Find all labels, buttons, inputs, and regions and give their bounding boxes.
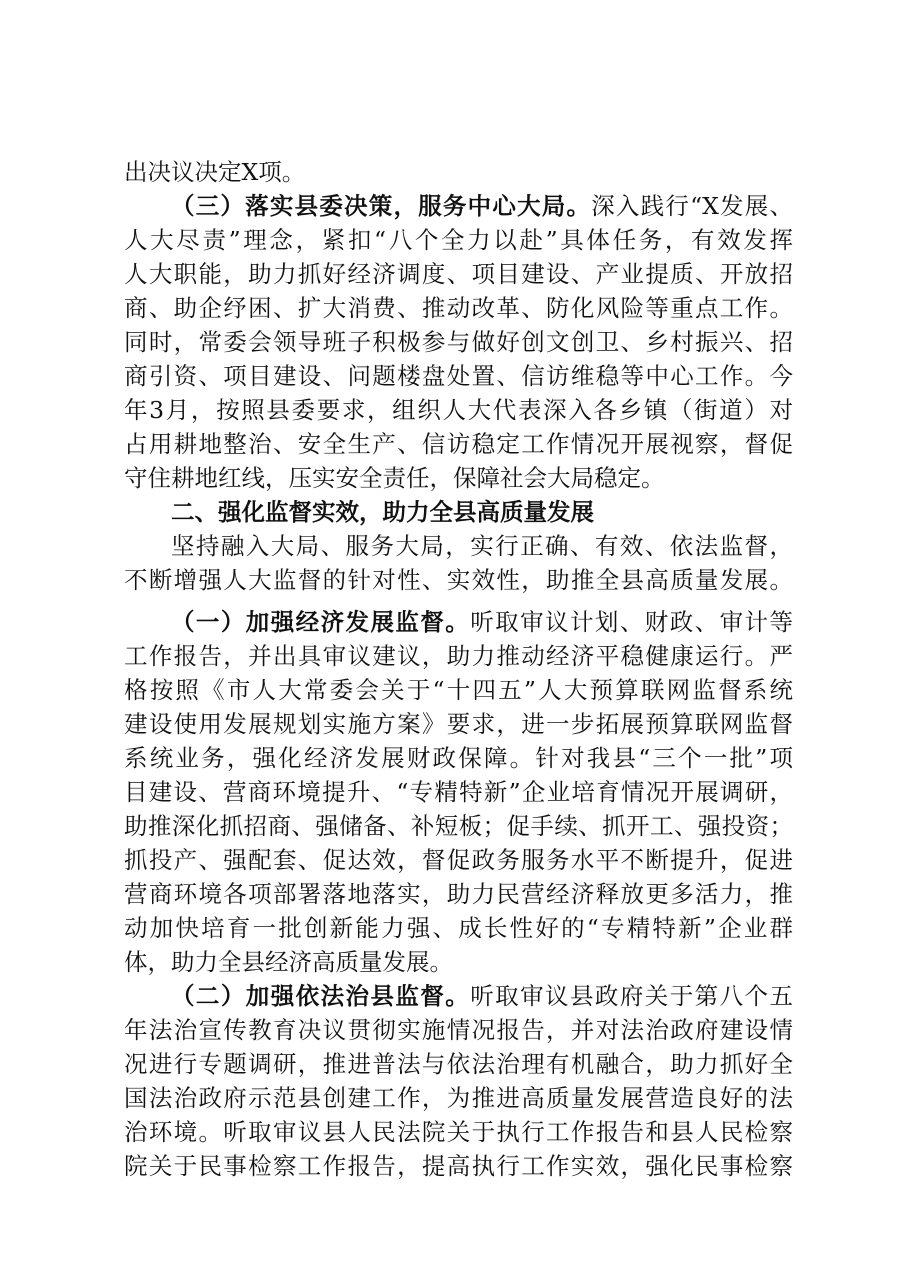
text-line xyxy=(171,605,793,639)
text-line: 治环境。听取审议县人民法院关于执行工作报告和县人民检察 xyxy=(124,1118,793,1146)
text-line: 年法治宣传教育决议贯彻实施情况报告，并对法治政府建设情 xyxy=(124,1016,793,1044)
text-line: 系统业务，强化经济发展财政保障。针对我县“三个一批”项 xyxy=(124,744,793,772)
text-line: 人大尽责”理念，紧扣“八个全力以赴”具体任务，有效发挥 xyxy=(124,226,793,254)
text-line: 坚持融入大局、服务大局，实行正确、有效、依法监督， xyxy=(171,532,793,560)
text-line: 助推深化抓招商、强储备、补短板；促手续、抓开工、强投资； xyxy=(124,812,793,840)
text-line: 不断增强人大监督的针对性、实效性，助推全县高质量发展。 xyxy=(124,566,793,594)
text-line: 守住耕地红线，压实安全责任，保障社会大局稳定。 xyxy=(124,464,665,492)
text-run: 深入践行“X发展、 xyxy=(591,192,793,220)
text-line: 商引资、项目建设、问题楼盘处置、信访维稳等中心工作。今 xyxy=(124,362,793,390)
subsection-heading: （三）落实县委决策，服务中心大局。 xyxy=(171,192,592,220)
text-line: 出决议决定X项。 xyxy=(124,158,306,186)
text-line: 格按照《市人大常委会关于“十四五”人大预算联网监督系统 xyxy=(124,676,793,704)
text-run: 听取审议计划、财政、审计等 xyxy=(470,608,793,636)
text-line: 建设使用发展规划实施方案》要求，进一步拓展预算联网监督 xyxy=(124,710,793,738)
section-heading: 二、强化监督实效，助力全县高质量发展 xyxy=(171,498,594,526)
text-line: 抓投产、强配套、促达效，督促政务服务水平不断提升，促进 xyxy=(124,846,793,874)
text-line: 年3月，按照县委要求，组织人大代表深入各乡镇（街道）对 xyxy=(124,396,793,424)
text-line: 工作报告，并出具审议建议，助力推动经济平稳健康运行。严 xyxy=(124,642,793,670)
text-run: 听取审议县政府关于第八个五 xyxy=(470,982,793,1010)
text-line: 商、助企纾困、扩大消费、推动改革、防化风险等重点工作。 xyxy=(124,294,793,322)
text-line: 国法治政府示范县创建工作，为推进高质量发展营造良好的法 xyxy=(124,1084,793,1112)
text-line: 人大职能，助力抓好经济调度、项目建设、产业提质、开放招 xyxy=(124,260,793,288)
text-line: 占用耕地整治、安全生产、信访稳定工作情况开展视察，督促 xyxy=(124,430,793,458)
text-line xyxy=(171,979,793,1013)
text-line: 动加快培育一批创新能力强、成长性好的“专精特新”企业群 xyxy=(124,914,793,942)
subsection-heading: （一）加强经济发展监督。 xyxy=(171,608,471,636)
text-line: 况进行专题调研，推进普法与依法治理有机融合，助力抓好全 xyxy=(124,1050,793,1078)
text-line: 体，助力全县经济高质量发展。 xyxy=(124,948,453,976)
text-line: 目建设、营商环境提升、“专精特新”企业培育情况开展调研， xyxy=(124,778,793,806)
text-line: 营商环境各项部署落地落实，助力民营经济释放更多活力，推 xyxy=(124,880,793,908)
subsection-heading: （二）加强依法治县监督。 xyxy=(171,982,471,1010)
text-line xyxy=(171,189,793,223)
text-line: 同时，常委会领导班子积极参与做好创文创卫、乡村振兴、招 xyxy=(124,328,793,356)
text-line: 院关于民事检察工作报告，提高执行工作实效，强化民事检察 xyxy=(124,1152,793,1180)
